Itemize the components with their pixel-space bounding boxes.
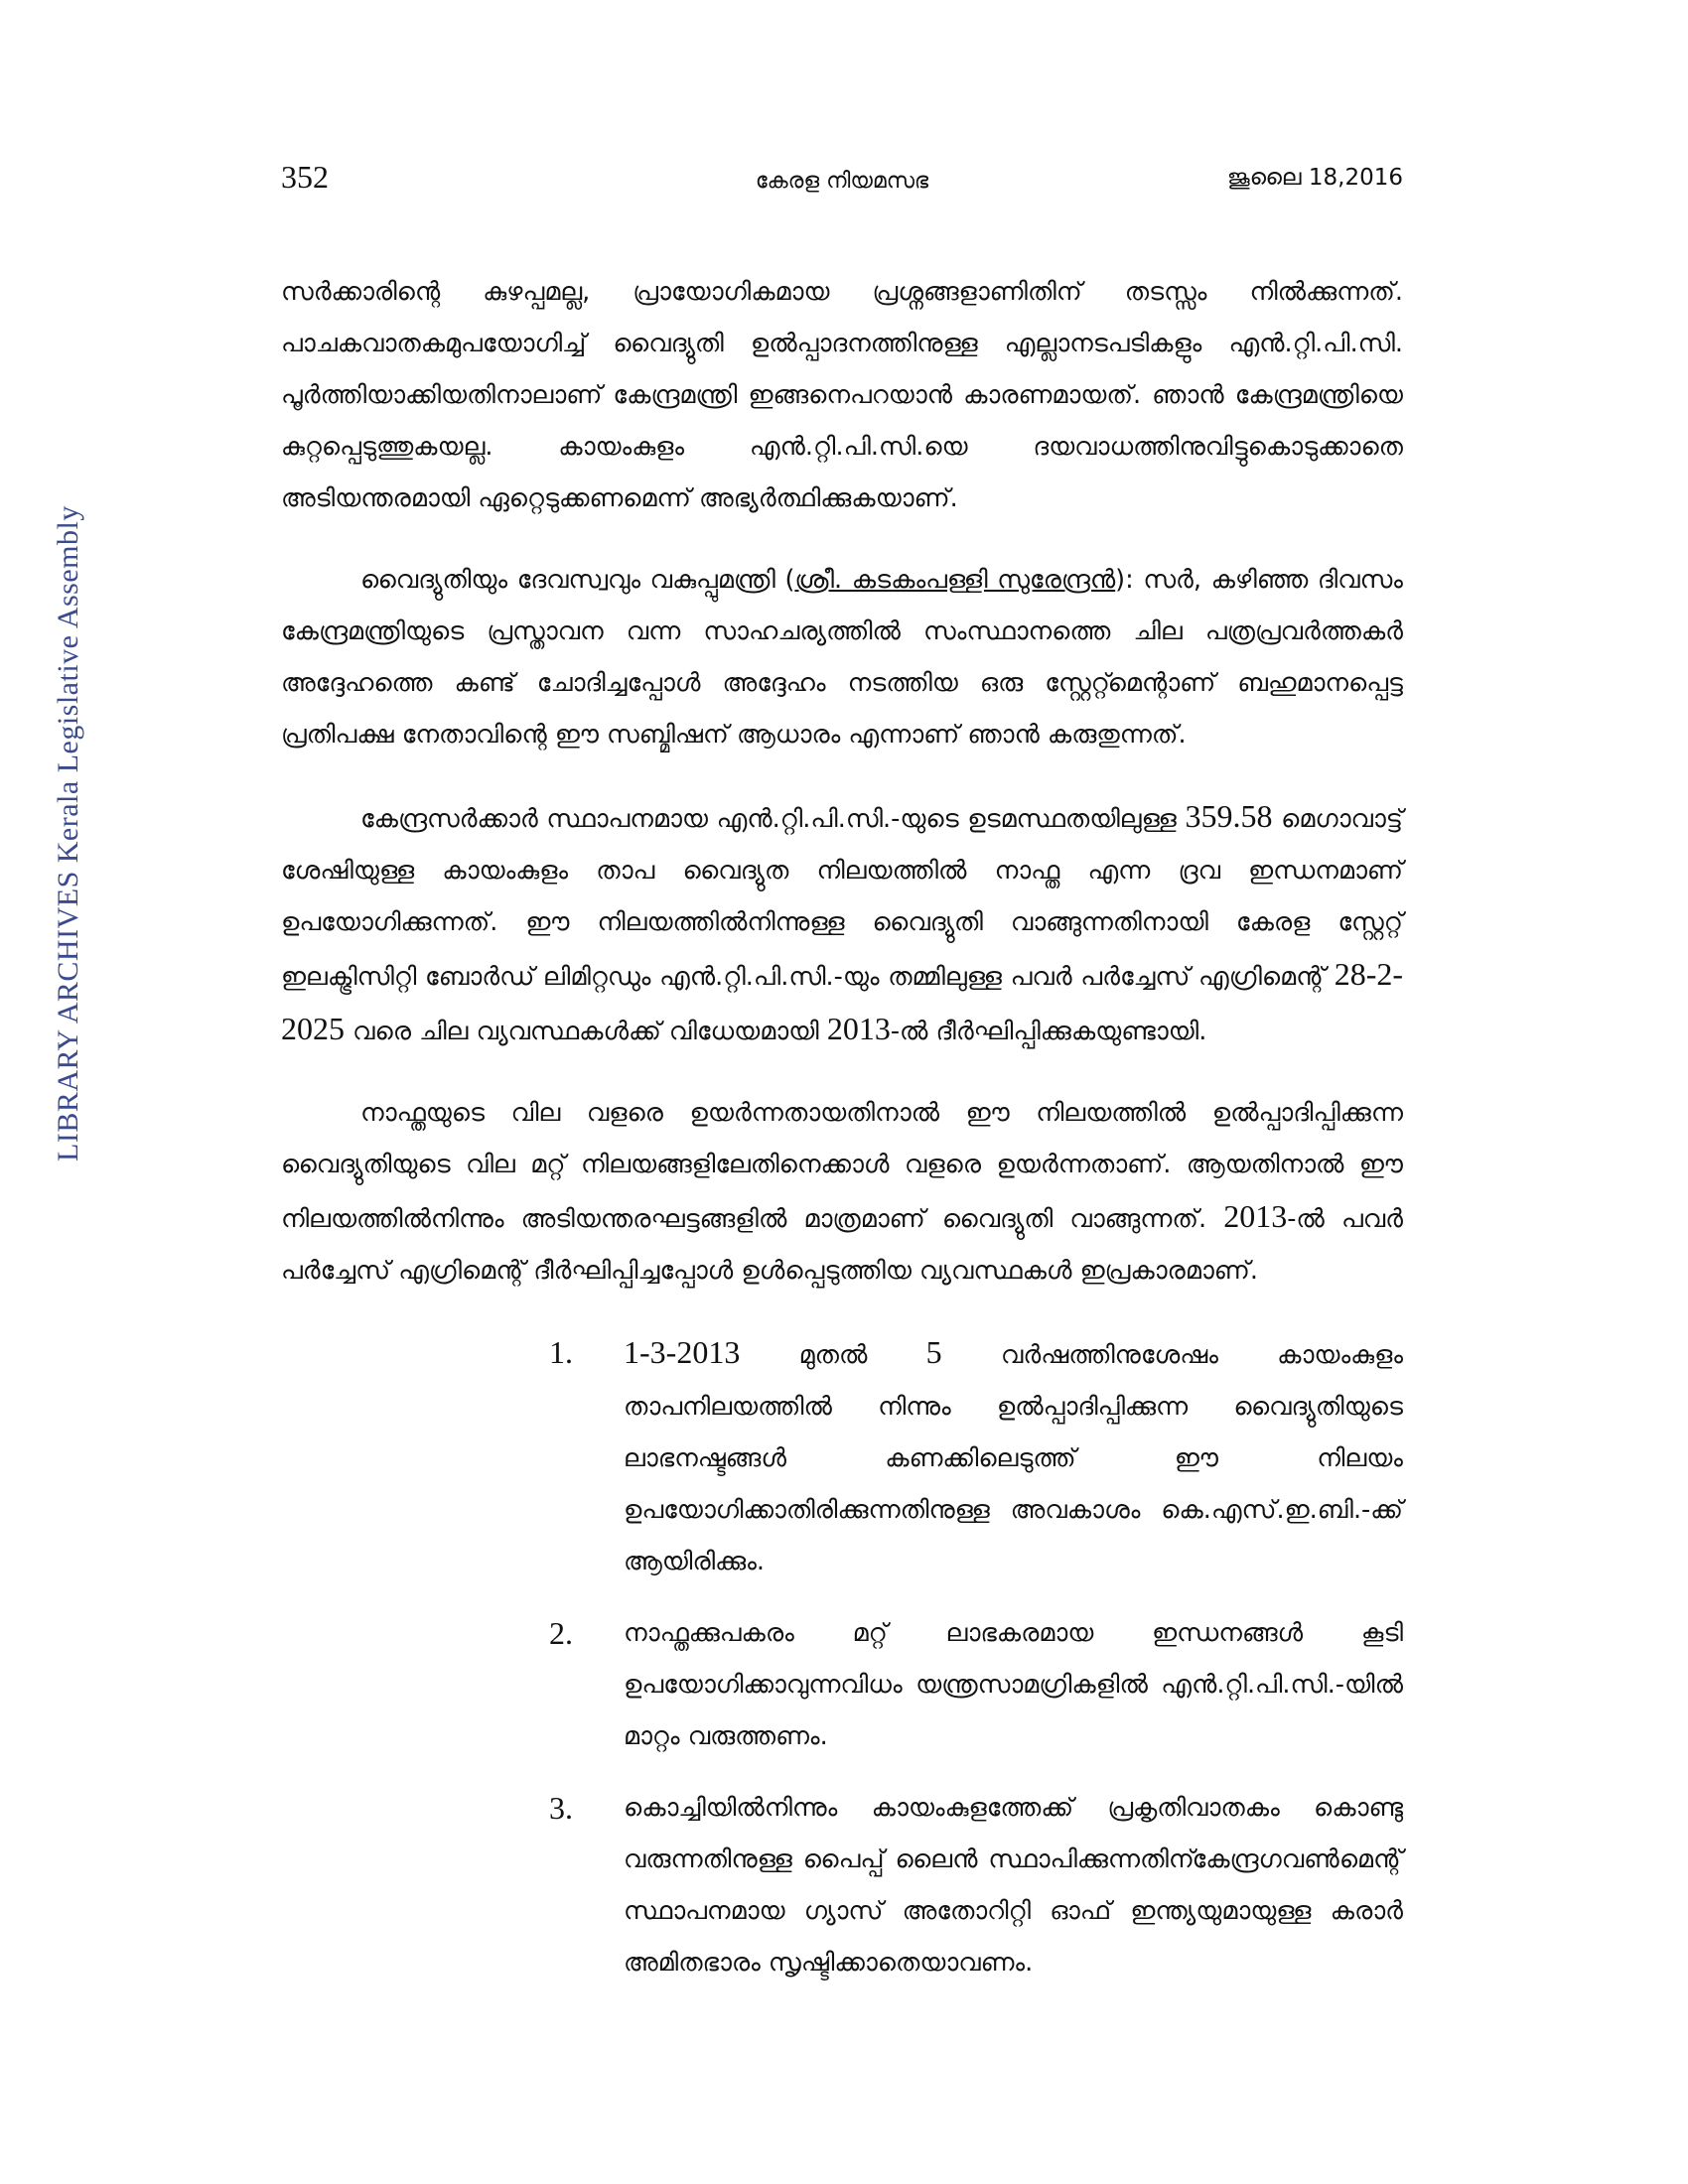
document-body (281, 266, 1403, 2008)
paragraph-2-prefix: വൈദ്യുതിയും ദേവസ്വവും വകുപ്പുമന്ത്രി ( (360, 565, 795, 595)
conditions-list (281, 1326, 1403, 1988)
paragraph-4-a: നാഫ്തയുടെ വില വളരെ ഉയർന്നതായതിനാൽ ഈ നിലയത്തിൽ ഉൽപ്പാദിപ്പിക്കുന്ന വൈദ്യുതിയുടെ വില മറ്റ് നിലയങ്ങളിലേതിനെക്കാൾ വളരെ ഉയർന്നതാണ്. ആയതിനാൽ ഈ നിലയത്തിൽനിന്നും അടിയന്തരഘട്ടങ്ങളിൽ മാത്രമാണ് വൈദ്യുതി വാങ്ങുന്നത്. (281, 1098, 1403, 1234)
speaker-name: ശ്രീ. കടകംപള്ളി സുരേന്ദ്രൻ (794, 565, 1116, 595)
list-item-text: നാഫ്തക്കുപകരം മറ്റ് ലാഭകരമായ ഇന്ധനങ്ങൾ കൂടി ഉപയോഗിക്കാവുന്നവിധം യന്ത്രസാമഗ്രികളിൽ എൻ.റ്റി.പി.സി.-യിൽ മാറ്റം വരുത്തണം. (624, 1618, 1403, 1751)
paragraph-3-d: -ൽ ദീർഘിപ്പിക്കുകയുണ്ടായി. (890, 1017, 1207, 1046)
agreement-year: 2013 (1223, 1198, 1288, 1234)
page-number: 352 (281, 159, 329, 195)
list-item (549, 1326, 1403, 1587)
extension-year: 2013 (826, 1011, 891, 1046)
paragraph-2 (281, 554, 1403, 760)
start-date: 1-3-2013 (624, 1334, 741, 1370)
archive-watermark: LIBRARY ARCHIVES Kerala Legislative Assembly (52, 505, 84, 1161)
agreement-end-date: 28-2-2025 (281, 956, 1404, 1046)
running-date: ജൂലൈ 18,2016 (1226, 165, 1403, 191)
paragraph-3-b: മെഗാവാട്ട് ശേഷിയുള്ള കായംകുളം താപ വൈദ്യുത നിലയത്തിൽ നാഫ്ത എന്ന ദ്രവ ഇന്ധനമാണ് ഉപയോഗിക്കുന്നത്. ഈ നിലയത്തിൽനിന്നുള്ള വൈദ്യുതി വാങ്ങുന്നതിനായി കേരള സ്റ്റേറ്റ് ഇലക്ട്രിസിറ്റി ബോർഡ് ലിമിറ്റഡും എൻ.റ്റി.പി.സി.-യും തമ്മിലുള്ള പവർ പർച്ചേസ് എഗ്രിമെന്റ് (281, 804, 1404, 992)
running-title: കേരള നിയമസഭ (755, 169, 929, 194)
list-item (549, 1782, 1403, 1988)
paragraph-3-c: വരെ ചില വ്യവസ്ഥകൾക്ക് വിധേയമായി (352, 1017, 819, 1046)
paragraph-3 (281, 790, 1403, 1057)
page-header (281, 159, 1403, 199)
list-item (549, 1607, 1403, 1762)
capacity-value: 359.58 (1185, 798, 1273, 834)
list-item-number: 3. (549, 1790, 573, 1826)
list-item-number: 2. (549, 1615, 573, 1651)
list-item-text: മുതൽ (798, 1340, 868, 1370)
list-item-number: 1. (549, 1334, 573, 1370)
paragraph-4-b: -ൽ പവർ പർച്ചേസ് എഗ്രിമെന്റ് ദീർഘിപ്പിച്ചപ്പോൾ ഉൾപ്പെടുത്തിയ വ്യവസ്ഥകൾ ഇപ്രകാരമാണ്. (281, 1204, 1403, 1286)
list-item-text: കൊച്ചിയിൽനിന്നും കായംകുളത്തേക്ക് പ്രകൃതിവാതകം കൊണ്ടു വരുന്നതിനുള്ള പൈപ്പ് ലൈൻ സ്ഥാപിക്കുന്നതിന്കേന്ദ്രഗവൺമെന്റ് സ്ഥാപനമായ ഗ്യാസ് അതോറിറ്റി ഓഫ് ഇന്ത്യയുമായുള്ള കരാർ അമിതഭാരം സൃഷ്ടിക്കാതെയാവണം. (624, 1793, 1403, 1978)
years-count: 5 (925, 1334, 942, 1370)
paragraph-2-rest: ): സർ, കഴിഞ്ഞ ദിവസം കേന്ദ്രമന്ത്രിയുടെ പ്രസ്താവന വന്ന സാഹചര്യത്തിൽ സംസ്ഥാനത്തെ ചില പത്രപ്രവർത്തകർ അദ്ദേഹത്തെ കണ്ട് ചോദിച്ചപ്പോൾ അദ്ദേഹം നടത്തിയ ഒരു സ്റ്റേറ്റ്മെന്റാണ് ബഹുമാനപ്പെട്ട പ്രതിപക്ഷ നേതാവിന്റെ ഈ സബ്മിഷന് ആധാരം എന്നാണ് ഞാൻ കരുതുന്നത്. (281, 565, 1403, 750)
paragraph-4 (281, 1087, 1403, 1297)
list-item-text: വർഷത്തിനുശേഷം കായംകുളം താപനിലയത്തിൽ നിന്നും ഉൽപ്പാദിപ്പിക്കുന്ന വൈദ്യുതിയുടെ ലാഭനഷ്ടങ്ങൾ കണക്കിലെടുത്ത് ഈ നിലയം ഉപയോഗിക്കാതിരിക്കുന്നതിനുള്ള അവകാശം കെ.എസ്.ഇ.ബി.-ക്ക് ആയിരിക്കും. (624, 1340, 1403, 1576)
paragraph-3-a: കേന്ദ്രസർക്കാർ സ്ഥാപനമായ എൻ.റ്റി.പി.സി.-യുടെ ഉടമസ്ഥതയിലുള്ള (360, 804, 1177, 834)
paragraph-1: സർക്കാരിന്റെ കുഴപ്പമല്ല, പ്രായോഗികമായ പ്രശ്നങ്ങളാണിതിന് തടസ്സം നിൽക്കുന്നത്. പാചകവാതകമുപയോഗിച്ച് വൈദ്യുതി ഉൽപ്പാദനത്തിനുള്ള എല്ലാനടപടികളും എൻ.റ്റി.പി.സി. പൂർത്തിയാക്കിയതിനാലാണ് കേന്ദ്രമന്ത്രി ഇങ്ങനെപറയാൻ കാരണമായത്. ഞാൻ കേന്ദ്രമന്ത്രിയെ കുറ്റപ്പെടുത്തുകയല്ല. കായംകുളം എൻ.റ്റി.പി.സി.യെ ദയവാധത്തിനുവിട്ടുകൊടുക്കാതെ അടിയന്തരമായി ഏറ്റെടുക്കണമെന്ന് അഭ്യർത്ഥിക്കുകയാണ്. (281, 277, 1403, 513)
